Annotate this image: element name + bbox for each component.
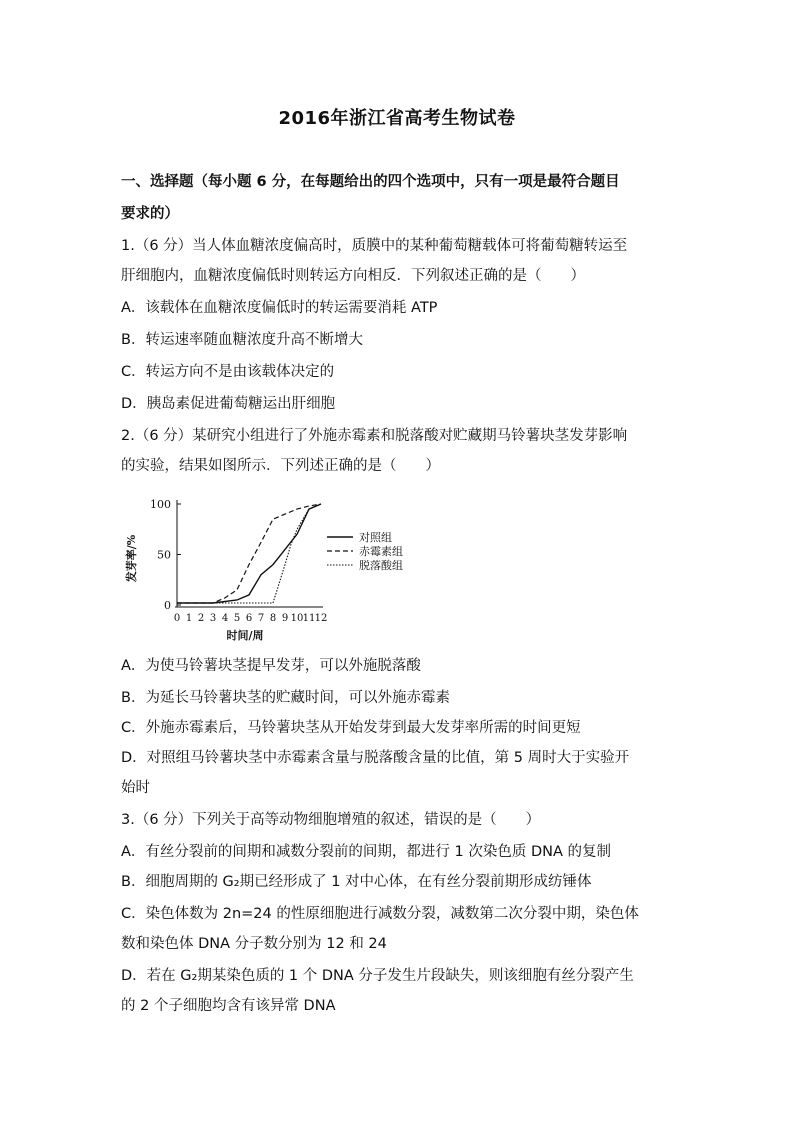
legend-label-2: 赤霉素组 xyxy=(359,545,403,558)
x-tick-label: 10 xyxy=(290,613,304,624)
q2-option-d-line2: 始时 xyxy=(121,780,150,796)
x-tick-label: 7 xyxy=(257,613,265,624)
series-line-3 xyxy=(177,504,321,603)
y-tick-label: 100 xyxy=(150,498,171,511)
q3-option-a: A．有丝分裂前的间期和减数分裂前的间期，都进行 1 次染色质 DNA 的复制 xyxy=(121,844,612,860)
q2-option-d-line1: D．对照组马铃薯块茎中赤霉素含量与脱落酸含量的比值，第 5 周时大于实验开 xyxy=(121,750,630,766)
germination-rate-chart xyxy=(121,491,421,651)
x-axis-label: 时间/周 xyxy=(226,629,264,642)
chart-legend xyxy=(327,530,403,572)
x-tick-label: 12 xyxy=(314,613,328,624)
q2-stem-line2: 的实验，结果如图所示．下列述正确的是（ ） xyxy=(121,458,440,474)
q2-stem-line1: 2.（6 分）某研究小组进行了外施赤霉素和脱落酸对贮藏期马铃薯块茎发芽影响 xyxy=(121,428,628,444)
q3-option-b: B．细胞周期的 G₂期已经形成了 1 对中心体，在有丝分裂前期形成纺锤体 xyxy=(121,874,592,890)
x-tick-label: 5 xyxy=(233,613,241,624)
series-line-1 xyxy=(177,504,321,603)
q3-option-c-line2: 数和染色体 DNA 分子数分别为 12 和 24 xyxy=(121,936,387,952)
q2-option-b: B．为延长马铃薯块茎的贮藏时间，可以外施赤霉素 xyxy=(121,690,450,706)
legend-label-3: 脱落酸组 xyxy=(359,559,403,572)
q3-option-d-line2: 的 2 个子细胞均含有该异常 DNA xyxy=(121,998,336,1014)
chart-axes xyxy=(124,498,327,642)
q1-option-c: C．转运方向不是由该载体决定的 xyxy=(121,364,335,380)
q3-option-c-line1: C．染色体数为 2n=24 的性原细胞进行减数分裂，减数第二次分裂中期，染色体 xyxy=(121,906,639,922)
y-axis-label: 发芽率/% xyxy=(125,534,138,583)
q1-option-a: A．该载体在血糖浓度偏低时的转运需要消耗 ATP xyxy=(121,300,438,316)
page-title: 2016年浙江省高考生物试卷 xyxy=(278,108,516,129)
x-tick-label: 9 xyxy=(281,613,289,624)
q1-stem-line1: 1.（6 分）当人体血糖浓度偏高时，质膜中的某种葡萄糖载体可将葡萄糖转运至 xyxy=(121,238,628,254)
q3-option-d-line1: D．若在 G₂期某染色质的 1 个 DNA 分子发生片段缺失，则该细胞有丝分裂产生 xyxy=(121,968,634,984)
y-tick-label: 50 xyxy=(157,548,171,562)
section-heading-line1: 一、选择题（每小题 6 分，在每题给出的四个选项中，只有一项是最符合题目 xyxy=(121,174,620,190)
x-tick-label: 11 xyxy=(302,613,316,624)
x-tick-label: 4 xyxy=(221,613,229,624)
section-heading-line2: 要求的） xyxy=(121,206,179,222)
q1-option-d: D．胰岛素促进葡萄糖运出肝细胞 xyxy=(121,396,336,412)
x-tick-label: 6 xyxy=(245,613,253,624)
chart-series xyxy=(177,504,321,603)
y-tick-label: 0 xyxy=(164,599,171,612)
series-line-2 xyxy=(177,504,321,603)
q3-stem: 3.（6 分）下列关于高等动物细胞增殖的叙述，错误的是（ ） xyxy=(121,812,541,828)
x-tick-label: 8 xyxy=(269,613,277,624)
x-tick-label: 1 xyxy=(185,613,193,624)
q1-option-b: B．转运速率随血糖浓度升高不断增大 xyxy=(121,332,363,348)
x-tick-label: 3 xyxy=(209,613,217,624)
q2-option-c: C．外施赤霉素后，马铃薯块茎从开始发芽到最大发芽率所需的时间更短 xyxy=(121,720,581,736)
legend-label-1: 对照组 xyxy=(359,531,392,544)
q2-option-a: A．为使马铃薯块茎提早发芽，可以外施脱落酸 xyxy=(121,658,421,674)
x-tick-label: 2 xyxy=(197,613,205,624)
q1-stem-line2: 肝细胞内，血糖浓度偏低时则转运方向相反．下列叙述正确的是（ ） xyxy=(121,268,585,284)
x-tick-label: 0 xyxy=(173,613,181,624)
